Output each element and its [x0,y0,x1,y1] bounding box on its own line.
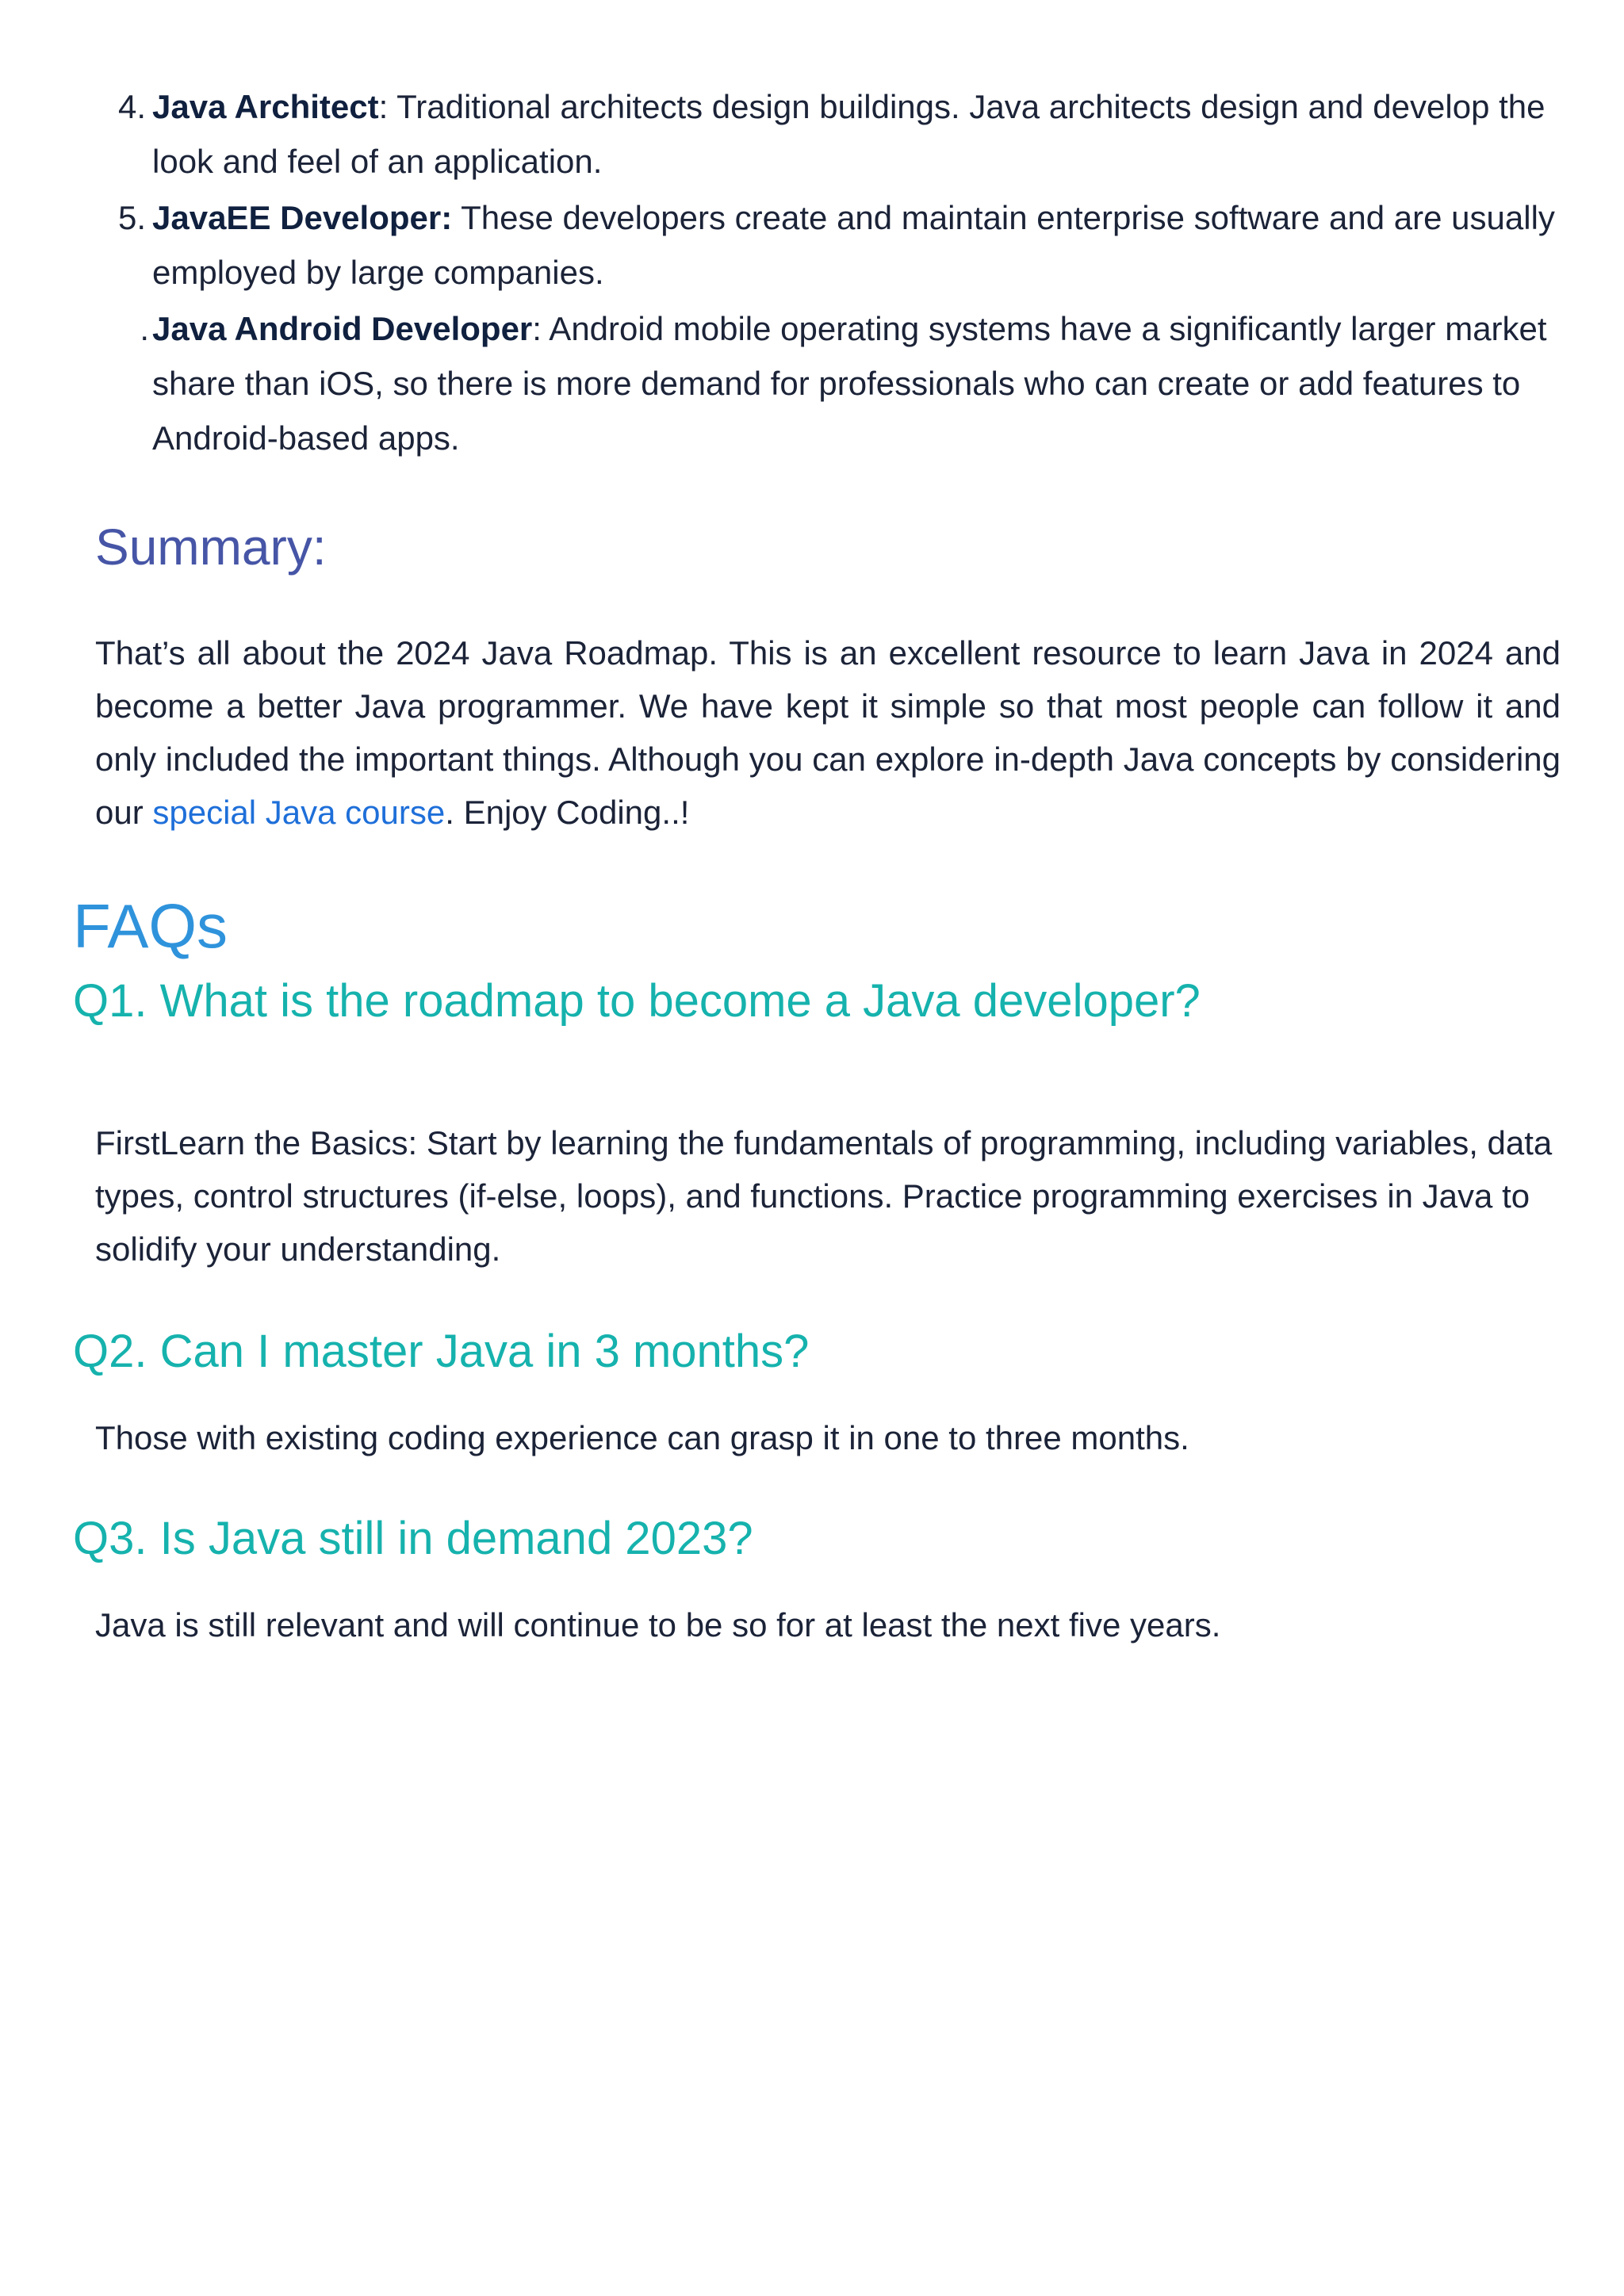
list-item-java-android-developer [140,301,1564,465]
summary-closing-text: . Enjoy Coding..! [445,794,690,831]
role-description: These developers create and maintain enterprise software and are usually employed by large companies. [152,199,1555,291]
list-number: 5. [117,199,146,236]
faq-answer-3: Java is still relevant and will continue to be so for at least the next five years. [95,1606,1221,1644]
summary-heading: Summary: [95,519,327,576]
faq-question-3: Q3. Is Java still in demand 2023? [73,1513,753,1564]
role-term: JavaEE Developer: [152,199,453,236]
list-item-javaee-developer [117,190,1564,300]
faq-question-2: Q2. Can I master Java in 3 months? [73,1326,810,1377]
role-separator: : [378,88,389,125]
faq-question-1: Q1. What is the roadmap to become a Java developer? [73,975,1201,1027]
special-java-course-link[interactable]: special Java course [152,794,446,831]
role-separator: : [532,310,542,347]
role-term: Java Android Developer [152,310,533,347]
summary-text: That’s all about the 2024 Java Roadmap. This is an excellent resource to learn Java in 2024 and become a better Java programmer. We have kept it simple so that most people can follow it and only included the important things. Although you can explore in-depth Java concepts by considering our [95,634,1561,831]
list-number: 4. [117,88,146,125]
role-term: Java Architect [152,88,379,125]
faq-answer-1: FirstLearn the Basics: Start by learning the fundamentals of programming, including variables, data types, control structures (if-else, loops), and functions. Practice programming exercises in Java to solidify your understanding. [95,1124,1553,1268]
faqs-heading: FAQs [73,891,228,961]
list-number: . [140,310,149,347]
faq-answer-2: Those with existing coding experience can grasp it in one to three months. [95,1419,1189,1456]
role-description: Traditional architects design buildings. Java architects design and develop the look and feel of an application. [152,88,1545,180]
list-item-java-architect [117,79,1564,189]
summary-paragraph [95,626,1561,839]
role-description: Android mobile operating systems have a significantly larger market share than iOS, so there is more demand for professionals who can create or add features to Android-based apps. [152,310,1547,457]
